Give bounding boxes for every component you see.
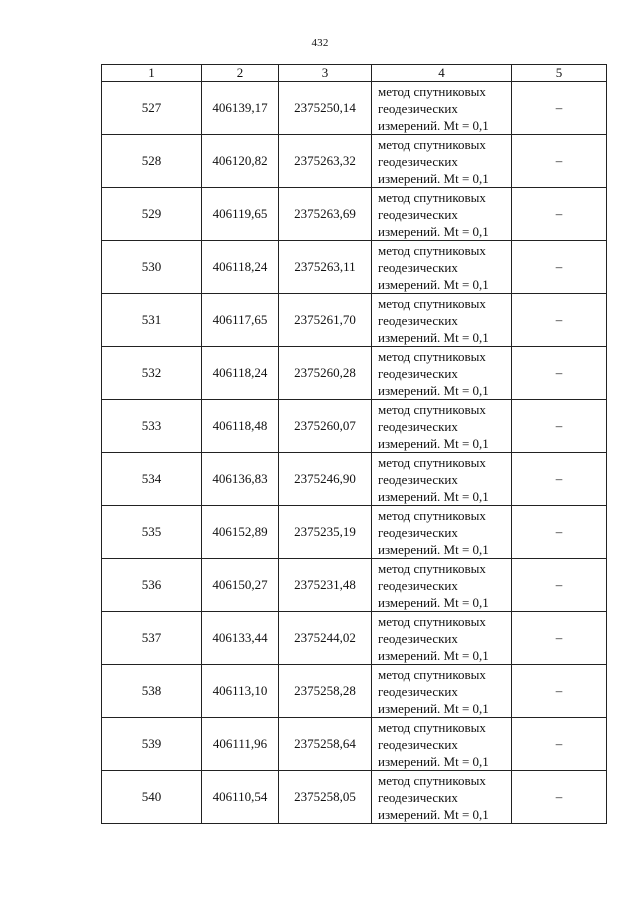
method-line: измерений. Mt = 0,1 <box>378 806 489 822</box>
x-coordinate-cell: 406139,17 <box>202 82 279 135</box>
coordinates-table <box>101 64 607 824</box>
method-line: метод спутниковых <box>378 348 486 364</box>
note-cell: – <box>512 453 607 506</box>
method-line: измерений. Mt = 0,1 <box>378 435 489 451</box>
table-row <box>102 294 607 347</box>
method-line: метод спутниковых <box>378 613 486 629</box>
y-coordinate-cell: 2375246,90 <box>279 453 372 506</box>
point-number-cell: 530 <box>102 241 202 294</box>
method-line: геодезических <box>378 312 458 328</box>
method-line: геодезических <box>378 683 458 699</box>
note-cell: – <box>512 135 607 188</box>
column-header-5: 5 <box>512 65 607 82</box>
y-coordinate-cell: 2375244,02 <box>279 612 372 665</box>
method-line: метод спутниковых <box>378 295 486 311</box>
method-cell <box>372 453 512 506</box>
method-cell <box>372 506 512 559</box>
method-line: метод спутниковых <box>378 454 486 470</box>
method-line: метод спутниковых <box>378 719 486 735</box>
x-coordinate-cell: 406117,65 <box>202 294 279 347</box>
method-line: измерений. Mt = 0,1 <box>378 488 489 504</box>
method-line: метод спутниковых <box>378 507 486 523</box>
method-line: геодезических <box>378 789 458 805</box>
x-coordinate-cell: 406118,24 <box>202 241 279 294</box>
table-row <box>102 559 607 612</box>
method-line: геодезических <box>378 100 458 116</box>
method-cell <box>372 612 512 665</box>
table-row <box>102 241 607 294</box>
method-line: геодезических <box>378 736 458 752</box>
x-coordinate-cell: 406110,54 <box>202 771 279 824</box>
note-cell: – <box>512 294 607 347</box>
method-line: метод спутниковых <box>378 666 486 682</box>
page-number: 432 <box>311 37 329 49</box>
point-number-cell: 537 <box>102 612 202 665</box>
method-line: метод спутниковых <box>378 136 486 152</box>
table-row <box>102 347 607 400</box>
note-cell: – <box>512 771 607 824</box>
method-cell <box>372 665 512 718</box>
point-number-cell: 532 <box>102 347 202 400</box>
x-coordinate-cell: 406136,83 <box>202 453 279 506</box>
point-number-cell: 538 <box>102 665 202 718</box>
x-coordinate-cell: 406118,48 <box>202 400 279 453</box>
note-cell: – <box>512 347 607 400</box>
point-number-cell: 527 <box>102 82 202 135</box>
method-line: измерений. Mt = 0,1 <box>378 594 489 610</box>
x-coordinate-cell: 406120,82 <box>202 135 279 188</box>
method-line: метод спутниковых <box>378 772 486 788</box>
x-coordinate-cell: 406133,44 <box>202 612 279 665</box>
method-line: геодезических <box>378 418 458 434</box>
note-cell: – <box>512 559 607 612</box>
point-number-cell: 540 <box>102 771 202 824</box>
y-coordinate-cell: 2375258,64 <box>279 718 372 771</box>
method-line: геодезических <box>378 630 458 646</box>
method-cell <box>372 188 512 241</box>
table-row <box>102 718 607 771</box>
y-coordinate-cell: 2375235,19 <box>279 506 372 559</box>
method-line: измерений. Mt = 0,1 <box>378 700 489 716</box>
point-number-cell: 531 <box>102 294 202 347</box>
method-line: геодезических <box>378 153 458 169</box>
y-coordinate-cell: 2375258,05 <box>279 771 372 824</box>
method-cell <box>372 135 512 188</box>
y-coordinate-cell: 2375260,07 <box>279 400 372 453</box>
x-coordinate-cell: 406118,24 <box>202 347 279 400</box>
x-coordinate-cell: 406119,65 <box>202 188 279 241</box>
method-line: геодезических <box>378 206 458 222</box>
point-number-cell: 539 <box>102 718 202 771</box>
table-row <box>102 135 607 188</box>
note-cell: – <box>512 400 607 453</box>
method-line: измерений. Mt = 0,1 <box>378 276 489 292</box>
column-header-4: 4 <box>372 65 512 82</box>
x-coordinate-cell: 406152,89 <box>202 506 279 559</box>
table-row <box>102 453 607 506</box>
column-header-3: 3 <box>279 65 372 82</box>
note-cell: – <box>512 718 607 771</box>
method-line: измерений. Mt = 0,1 <box>378 117 489 133</box>
y-coordinate-cell: 2375261,70 <box>279 294 372 347</box>
method-line: метод спутниковых <box>378 401 486 417</box>
table-row <box>102 506 607 559</box>
table-row <box>102 400 607 453</box>
table-row <box>102 771 607 824</box>
note-cell: – <box>512 506 607 559</box>
method-line: метод спутниковых <box>378 242 486 258</box>
x-coordinate-cell: 406113,10 <box>202 665 279 718</box>
method-line: измерений. Mt = 0,1 <box>378 170 489 186</box>
point-number-cell: 534 <box>102 453 202 506</box>
point-number-cell: 529 <box>102 188 202 241</box>
method-cell <box>372 294 512 347</box>
method-line: измерений. Mt = 0,1 <box>378 647 489 663</box>
y-coordinate-cell: 2375260,28 <box>279 347 372 400</box>
y-coordinate-cell: 2375250,14 <box>279 82 372 135</box>
table-header-row <box>102 65 607 82</box>
column-header-2: 2 <box>202 65 279 82</box>
method-cell <box>372 347 512 400</box>
method-line: геодезических <box>378 524 458 540</box>
method-line: измерений. Mt = 0,1 <box>378 753 489 769</box>
table-row <box>102 188 607 241</box>
point-number-cell: 535 <box>102 506 202 559</box>
x-coordinate-cell: 406150,27 <box>202 559 279 612</box>
method-cell <box>372 718 512 771</box>
method-line: метод спутниковых <box>378 560 486 576</box>
method-cell <box>372 400 512 453</box>
method-cell <box>372 241 512 294</box>
method-cell <box>372 559 512 612</box>
point-number-cell: 528 <box>102 135 202 188</box>
table-row <box>102 612 607 665</box>
method-line: геодезических <box>378 577 458 593</box>
y-coordinate-cell: 2375263,32 <box>279 135 372 188</box>
method-cell <box>372 771 512 824</box>
y-coordinate-cell: 2375258,28 <box>279 665 372 718</box>
y-coordinate-cell: 2375263,69 <box>279 188 372 241</box>
method-line: измерений. Mt = 0,1 <box>378 329 489 345</box>
method-line: измерений. Mt = 0,1 <box>378 223 489 239</box>
point-number-cell: 536 <box>102 559 202 612</box>
method-line: метод спутниковых <box>378 189 486 205</box>
method-line: геодезических <box>378 471 458 487</box>
note-cell: – <box>512 82 607 135</box>
method-line: метод спутниковых <box>378 83 486 99</box>
point-number-cell: 533 <box>102 400 202 453</box>
y-coordinate-cell: 2375263,11 <box>279 241 372 294</box>
y-coordinate-cell: 2375231,48 <box>279 559 372 612</box>
note-cell: – <box>512 188 607 241</box>
method-line: измерений. Mt = 0,1 <box>378 382 489 398</box>
table-body <box>102 82 607 824</box>
method-line: геодезических <box>378 365 458 381</box>
method-line: измерений. Mt = 0,1 <box>378 541 489 557</box>
x-coordinate-cell: 406111,96 <box>202 718 279 771</box>
table-row <box>102 82 607 135</box>
note-cell: – <box>512 241 607 294</box>
method-line: геодезических <box>378 259 458 275</box>
column-header-1: 1 <box>102 65 202 82</box>
method-cell <box>372 82 512 135</box>
note-cell: – <box>512 665 607 718</box>
note-cell: – <box>512 612 607 665</box>
table-row <box>102 665 607 718</box>
